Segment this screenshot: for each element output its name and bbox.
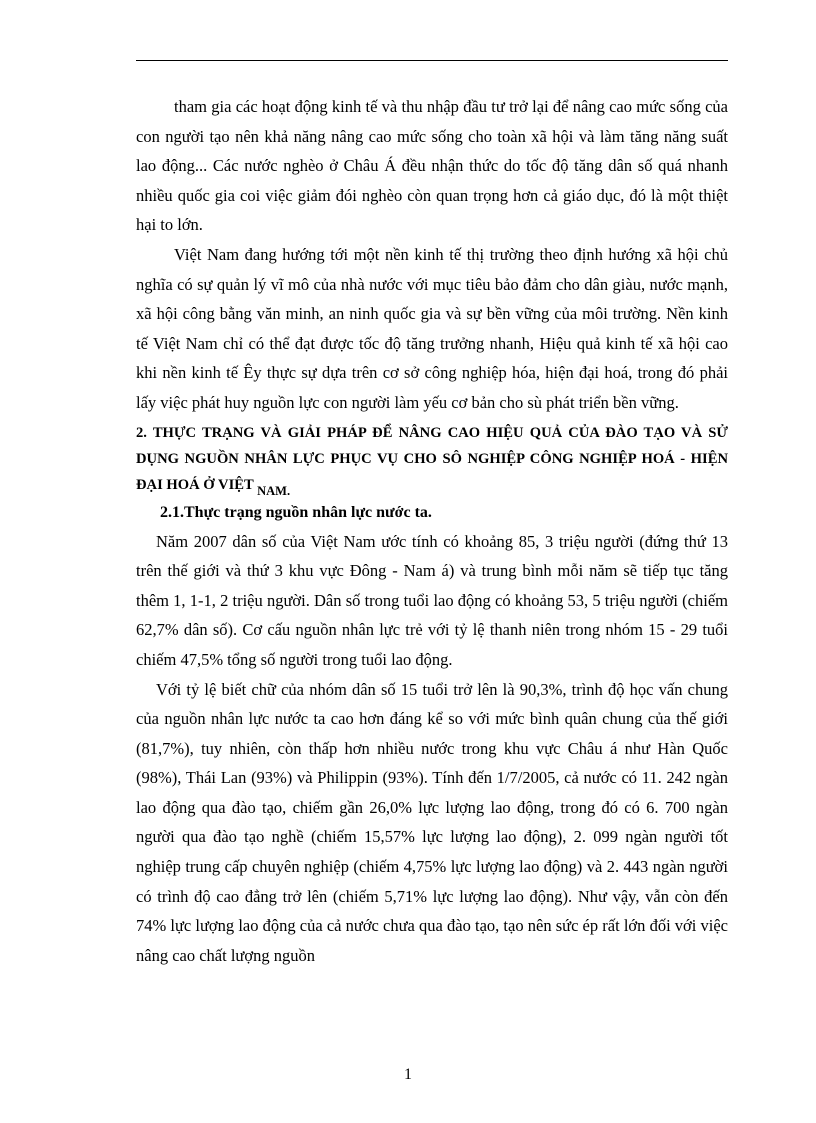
paragraph-population: Năm 2007 dân số của Việt Nam ước tính có khoảng 85, 3 triệu người (đứng thứ 13 trên thế giới và thứ 3 khu vực Đông - Nam á) và trung bình mỗi năm sẽ tiếp tục tăng thêm 1, 1-1, 2 triệu người. Dân số trong tuổi lao động có khoảng 53, 5 triệu người (chiếm 62,7% dân số). Cơ cấu nguồn nhân lực trẻ với tỷ lệ thanh niên trong nhóm 15 - 29 tuổi chiếm 47,5% tổng số người trong tuổi lao động. — [136, 531, 728, 669]
paragraph-intro-continuation: tham gia các hoạt động kinh tế và thu nhập đầu tư trở lại để nâng cao mức sống của con người tạo nên khả năng nâng cao mức sống cho toàn xã hội và làm tăng năng suất lao động... Các nước nghèo ở Châu Á đều nhận thức do tốc độ tăng dân số quá nhanh nhiều quốc gia coi việc giảm đói nghèo còn quan trọng hơn cả giáo dục, đó là một thiệt hại to lớn. — [136, 97, 728, 235]
section-heading-main: 2. THỰC TRẠNG VÀ GIẢI PHÁP ĐỂ NÂNG CAO HIỆU QUẢ CỦA ĐÀO TẠO VÀ SỬ DỤNG NGUỒN NHÂN LỰC PHỤC VỤ CHO SÔ NGHIỆP CÔNG NGHIỆP HOÁ - HIỆN ĐẠI HOÁ Ở VIỆT — [136, 424, 728, 493]
subsection-heading: 2.1.Thực trạng nguồn nhân lực nước ta. — [160, 503, 432, 521]
header-rule — [136, 60, 728, 61]
paragraph-literacy: Với tỷ lệ biết chữ của nhóm dân số 15 tuổi trở lên là 90,3%, trình độ học vấn chung của nguồn nhân lực nước ta cao hơn đáng kể so với mức bình quân chung của thế giới (81,7%), tuy nhiên, còn thấp hơn nhiều nước trong khu vực Châu á như Hàn Quốc (98%), Thái Lan (93%) và Philippin (93%). Tính đến 1/7/2005, cả nước có 11. 242 ngàn lao động qua đào tạo, chiếm gần 26,0% lực lượng lao động, trong đó có 6. 700 ngàn người qua đào tạo nghề (chiếm 15,57% lực lượng lao động), 2. 099 ngàn người tốt nghiệp trung cấp chuyên nghiệp (chiếm 4,75% lực lượng lao động) và 2. 443 ngàn người có trình độ cao đẳng trở lên (chiếm 5,71% lực lượng lao động). Như vậy, vẫn còn đến 74% lực lượng lao động của cả nước chưa qua đào tạo, tạo nên sức ép rất lớn đối với việc nâng cao chất lượng nguồn — [136, 679, 728, 965]
page-body — [136, 92, 728, 970]
section-heading — [136, 420, 728, 498]
page-number: 1 — [404, 1066, 412, 1083]
section-heading-tail: NAM. — [257, 483, 291, 498]
paragraph-vietnam-economy: Việt Nam đang hướng tới một nền kinh tế thị trường theo định hướng xã hội chủ nghĩa có sự quản lý vĩ mô của nhà nước với mục tiêu bảo đảm cho dân giàu, nước mạnh, xã hội công bằng văn minh, an ninh quốc gia và sự bền vững của môi trường. Nền kinh tế Việt Nam chỉ có thể đạt được tốc độ tăng trưởng nhanh, Hiệu quả kinh tế xã hội cao khi nền kinh tế Êy thực sự dựa trên cơ sở công nghiệp hóa, hiện đại hoá, trong đó phải lấy việc phát huy nguồn lực con người làm yếu cơ bản cho sù phát triển bền vững. — [136, 244, 728, 412]
